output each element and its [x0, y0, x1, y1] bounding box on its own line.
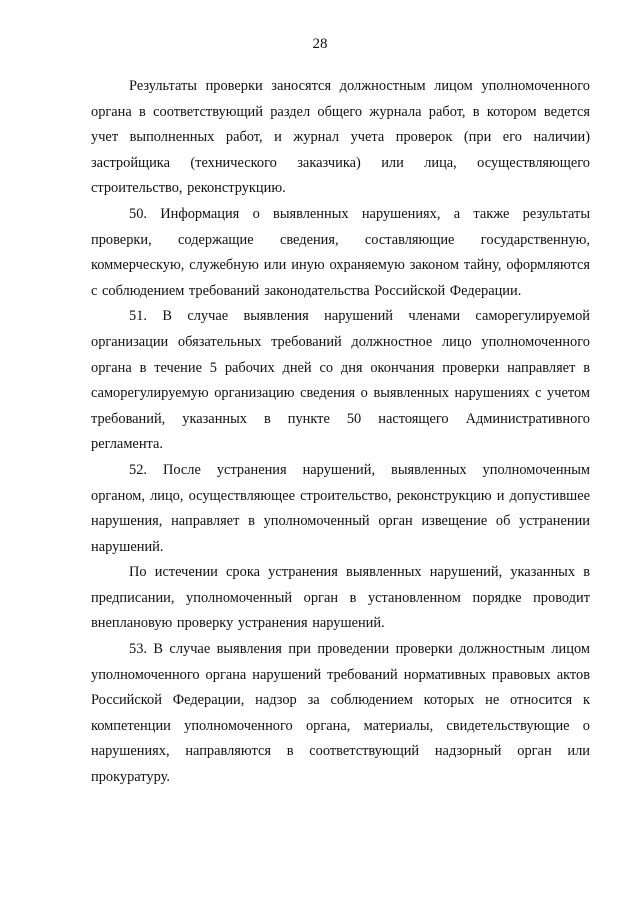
document-body — [91, 74, 590, 791]
paragraph-52: 52. После устранения нарушений, выявленных уполномоченным органом, лицо, осуществляющее строительство, реконструкцию и допустившее нарушения, направляет в уполномоченный орган извещение об устранении нарушений. — [91, 461, 590, 555]
paragraph-50: 50. Информация о выявленных нарушениях, а также результаты проверки, содержащие сведения, составляющие государственную, коммерческую, служебную или иную охраняемую законом тайну, оформляются с соблюдением требований законодательства Российской Федерации. — [91, 205, 590, 299]
paragraph-results-recording: Результаты проверки заносятся должностным лицом уполномоченного органа в соответствующий раздел общего журнала работ, в котором ведется учет выполненных работ, и журнал учета проверок (при его наличии) застройщика (технического заказчика) или лица, осуществляющего строительство, реконструкцию. — [91, 78, 590, 197]
paragraph-51: 51. В случае выявления нарушений членами саморегулируемой организации обязательных требований должностное лицо уполномоченного органа в течение 5 рабочих дней со дня окончания проверки направляет в саморегулируемую организацию сведения о выявленных нарушениях с учетом требований, указанных в пункте 50 настоящего Административного регламента. — [91, 308, 590, 453]
paragraph-52-followup: По истечении срока устранения выявленных нарушений, указанных в предписании, уполномоченный орган в установленном порядке проводит внеплановую проверку устранения нарушений. — [91, 564, 590, 632]
page-number: 28 — [312, 36, 328, 52]
paragraph-53: 53. В случае выявления при проведении проверки должностным лицом уполномоченного органа нарушений требований нормативных правовых актов Российской Федерации, надзор за соблюдением которых не относится к компетенции уполномоченного органа, материалы, свидетельствующие о нарушениях, направляются в соответствующий надзорный орган или прокуратуру. — [91, 641, 590, 786]
